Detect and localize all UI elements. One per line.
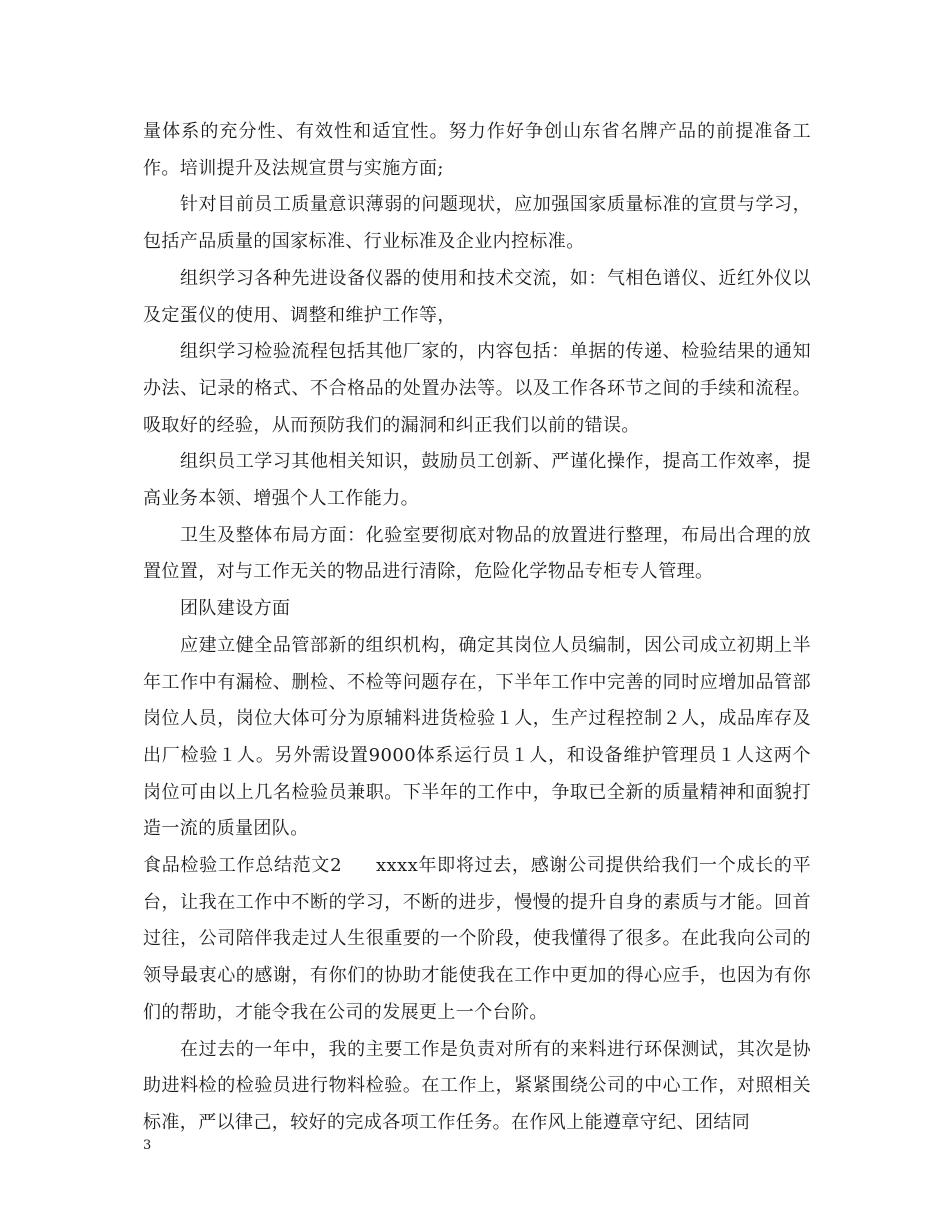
paragraph-4: 组织学习检验流程包括其他厂家的，内容包括：单据的传递、检验结果的通知办法、记录的格式、不合格品的处置办法等。以及工作各环节之间的手续和流程。吸取好的经验，从而预防我们的漏洞和纠正我们以前的错误。 [143, 341, 811, 436]
paragraph-5: 组织员工学习其他相关知识，鼓励员工创新、严谨化操作，提高工作效率，提高业务本领、增强个人工作能力。 [143, 451, 811, 510]
closing-paragraph: 在过去的一年中，我的主要工作是负责对所有的来料进行环保测试，其次是协助进料检的检验员进行物料检验。在工作上，紧紧围绕公司的中心工作，对照相关标准，严以律己，较好的完成各项工作任务。在作风上能遵章守纪、团结同 [143, 1038, 811, 1133]
section-paragraph [143, 848, 811, 1032]
page-number: 3 [143, 1138, 152, 1153]
paragraph-8: 应建立健全品管部新的组织机构，确定其岗位人员编制，因公司成立初期上半年工作中有漏检、删检、不检等问题存在，下半年工作中完善的同时应增加品管部岗位人员，岗位大体可分为原辅料进货检验１人，生产过程控制２人，成品库存及出厂检验１人。另外需设置9000体系运行员１人，和设备维护管理员１人这两个岗位可由以上几名检验员兼职。下半年的工作中，争取已全新的质量精神和面貌打造一流的质量团队。 [143, 634, 811, 840]
paragraph-2: 针对目前员工质量意识薄弱的问题现状，应加强国家质量标准的宣贯与学习，包括产品质量的国家标准、行业标准及企业内控标准。 [143, 194, 811, 253]
section-title-team: 团队建设方面 [180, 598, 291, 620]
section-lead: xxxx年即将过去，感谢公司提供给我们一个成长的平台，让我在工作中不断的学习，不断的进步，慢慢的提升自身的素质与才能。回首过往，公司陪伴我走过人生很重要的一个阶段，使我懂得了很多。在此我向公司的领导最衷心的感谢，有你们的协助才能使我在工作中更加的得心应手，也因为有你们的帮助，才能令我在公司的发展更上一个台阶。 [143, 855, 811, 1023]
section-heading: 食品检验工作总结范文2 [143, 855, 342, 877]
document-body [143, 114, 811, 1142]
paragraph-1: 量体系的充分性、有效性和适宜性。努力作好争创山东省名牌产品的前提准备工作。培训提升及法规宣贯与实施方面; [143, 121, 811, 179]
paragraph-3: 组织学习各种先进设备仪器的使用和技术交流，如：气相色谱仪、近红外仪以及定蛋仪的使用、调整和维护工作等， [143, 267, 811, 326]
paragraph-6: 卫生及整体布局方面：化验室要彻底对物品的放置进行整理，布局出合理的放置位置，对与工作无关的物品进行清除，危险化学物品专柜专人管理。 [143, 524, 811, 583]
